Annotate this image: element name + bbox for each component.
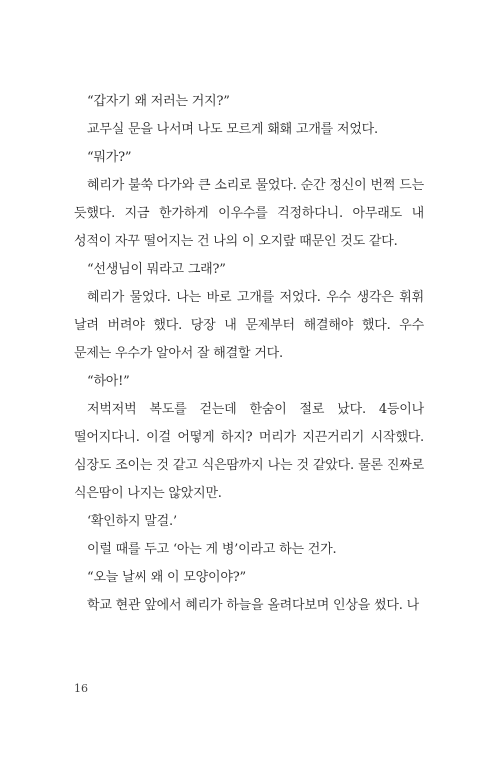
page-number: 16: [74, 682, 88, 695]
paragraph: 혜리가 불쑥 다가와 큰 소리로 물었다. 순간 정신이 번쩍 드는 듯했다. 지금 한가하게 이우수를 걱정하다니. 아무래도 내 성적이 자꾸 떨어지는 건 나의 이 오지랖 때문인 것도 같다.: [74, 178, 424, 249]
paragraph: 학교 현관 앞에서 혜리가 하늘을 올려다보며 인상을 썼다. 나: [87, 598, 419, 613]
text-body: [74, 88, 424, 620]
paragraph: “오늘 날씨 왜 이 모양이야?”: [87, 570, 246, 585]
paragraph: “선생님이 뭐라고 그래?”: [87, 262, 226, 277]
paragraph: 저벅저벅 복도를 걷는데 한숨이 절로 났다. 4등이나 떨어지다니. 이걸 어떻게 하지? 머리가 지끈거리기 시작했다. 심장도 조이는 것 같고 식은땀까지 나는 것 같았다. 물론 진짜로 식은땀이 나지는 않았지만.: [74, 402, 424, 501]
paragraph: “뭐가?”: [87, 150, 132, 165]
paragraph: “하아!”: [87, 374, 130, 389]
paragraph: “갑자기 왜 저러는 거지?”: [87, 94, 230, 109]
paragraph: 혜리가 물었다. 나는 바로 고개를 저었다. 우수 생각은 휘휘 날려 버려야 했다. 당장 내 문제부터 해결해야 했다. 우수 문제는 우수가 알아서 잘 해결할 거다.: [74, 290, 424, 361]
paragraph: ‘확인하지 말걸.’: [87, 514, 177, 529]
paragraph: 교무실 문을 나서며 나도 모르게 홰홰 고개를 저었다.: [87, 122, 378, 137]
paragraph: 이럴 때를 두고 ‘아는 게 병’이라고 하는 건가.: [87, 542, 337, 557]
